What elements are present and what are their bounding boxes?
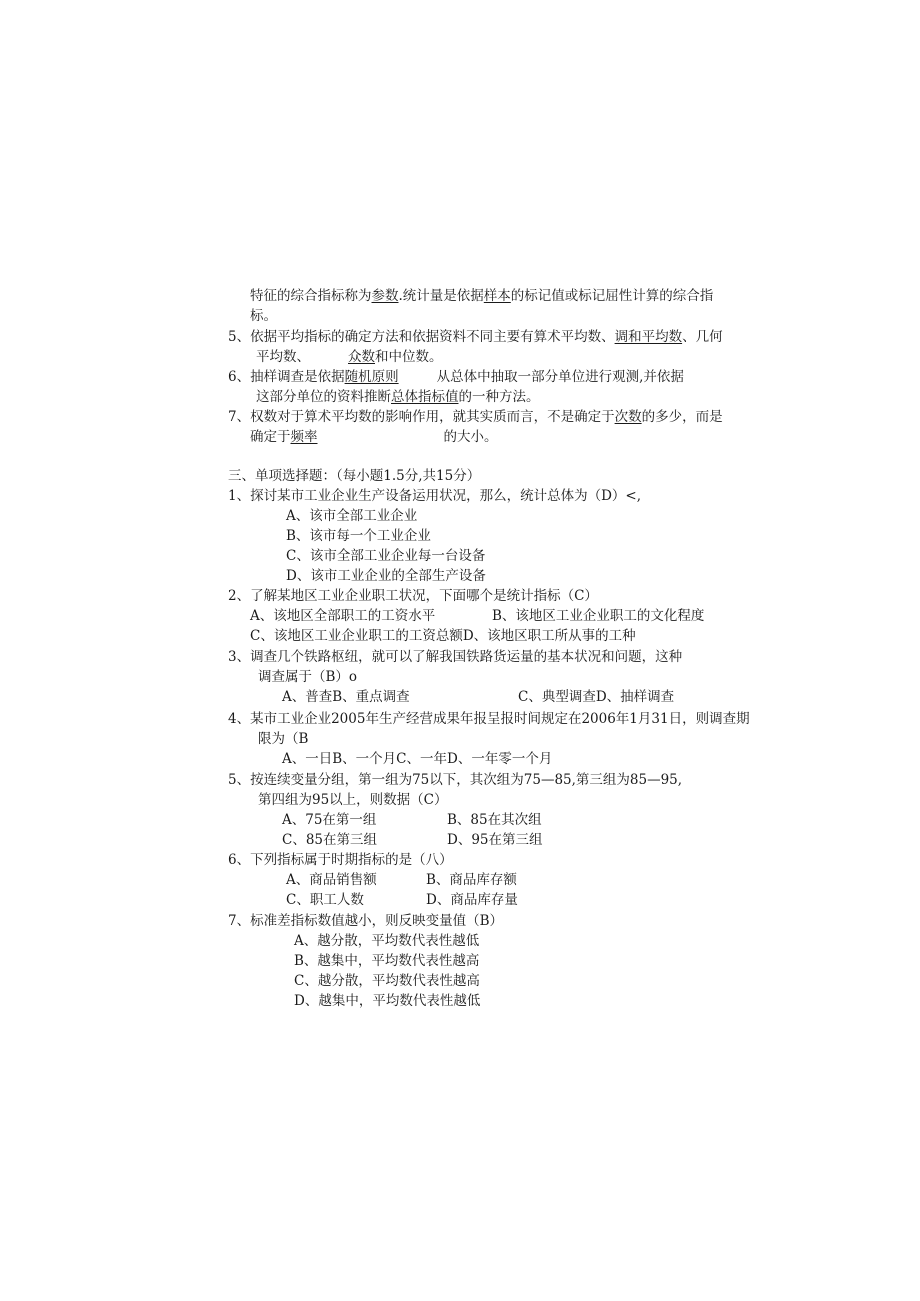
fill-blank-line-1: [250, 286, 713, 306]
question-4-stem-line-2: 限为（B: [258, 731, 309, 747]
question-6-option-b: B、商品库存额: [426, 872, 517, 888]
question-5-stem-line-1: 5、按连续变量分组，第一组为75以下，其次组为75—85,第三组为85—95,: [228, 772, 683, 788]
text: 6、抽样调查是依据: [228, 369, 345, 385]
question-5-option-c: C、85在第三组: [282, 832, 378, 848]
answer-harmonic-mean: 调和平均数: [614, 329, 683, 345]
question-2-option-b: B、该地区工业企业职工的文化程度: [492, 608, 705, 624]
question-6-stem: 6、下列指标属于时期指标的是（八）: [228, 852, 453, 868]
answer-mode: 众数: [348, 349, 375, 365]
text: 确定于: [250, 429, 291, 445]
question-7-option-d: D、越集中，平均数代表性越低: [294, 993, 481, 1009]
text: 和中位数。: [375, 349, 443, 365]
question-6-option-d: D、商品库存量: [426, 892, 518, 908]
text: 的一种方法。: [458, 389, 540, 405]
question-4-options: A、一日B、一个月C、一年D、一年零一个月: [282, 751, 553, 767]
question-5-stem-line-2: 第四组为95以上，则数据（C）: [258, 792, 448, 808]
question-1-option-c: C、该市全部工业企业每一台设备: [286, 548, 486, 564]
text: 的标记值或标记屈性计算的综合指: [510, 288, 714, 304]
question-4-stem-line-1: 4、某市工业企业2005年生产经营成果年报呈报时间规定在2006年1月31日，则调查期: [228, 711, 750, 727]
fill-blank-line-8: [250, 427, 498, 447]
answer-frequency-count: 次数: [614, 409, 642, 425]
fill-blank-line-4: [256, 347, 443, 367]
question-7-option-c: C、越分散，平均数代表性越高: [294, 973, 480, 989]
question-2-option-a: A、该地区全部职工的工资水平: [250, 608, 436, 624]
question-5-option-d: D、95在第三组: [447, 832, 543, 848]
question-6-option-a: A、商品销售额: [286, 872, 377, 888]
text: 7、权数对于算术平均数的影响作用，就其实质而言，不是确定于: [228, 409, 615, 425]
question-3-stem-line-2: 调查属于（B）o: [258, 669, 358, 685]
question-2-option-cd: C、该地区工业企业职工的工资总额D、该地区职工所从事的工种: [250, 628, 636, 644]
question-5-option-a: A、75在第一组: [282, 812, 377, 828]
text: 这部分单位的资料推断: [256, 389, 391, 405]
answer-frequency-rate: 频率: [290, 429, 318, 445]
question-1-option-d: D、该市工业企业的全部生产设备: [286, 568, 486, 584]
question-1-option-b: B、该市每一个工业企业: [286, 528, 431, 544]
question-7-option-a: A、越分散，平均数代表性越低: [294, 933, 480, 949]
answer-parameter: 参数: [371, 288, 399, 304]
fill-blank-line-2: 标。: [250, 308, 277, 324]
text: 特征的综合指标称为: [250, 288, 372, 304]
answer-population-indicator: 总体指标值: [391, 389, 459, 405]
text: 从总体中抽取一部分单位进行观测,并依据: [436, 369, 684, 385]
text: 平均数、: [256, 349, 310, 365]
question-2-stem: 2、了解某地区工业企业职工状况，下面哪个是统计指标（C）: [228, 588, 598, 604]
question-5-option-b: B、85在其次组: [447, 812, 542, 828]
text: 的大小。: [443, 429, 498, 445]
question-1-stem: 1、探讨某市工业企业生产设备运用状况，那么，统计总体为（D）<,: [228, 488, 642, 504]
fill-blank-line-3: [228, 327, 723, 347]
question-6-option-c: C、职工人数: [286, 892, 364, 908]
text: 的多少，而是: [641, 409, 723, 425]
question-3-stem-line-1: 3、调查几个铁路枢纽，就可以了解我国铁路货运量的基本状况和问题，这种: [228, 649, 683, 665]
question-1-option-a: A、该市全部工业企业: [286, 508, 418, 524]
text: 、几何: [682, 329, 723, 345]
text: 5、依据平均指标的确定方法和依据资料不同主要有算术平均数、: [228, 329, 615, 345]
fill-blank-line-6: [256, 387, 540, 407]
section-title: 三、单项选择题：（每小题1.5分,共15分）: [228, 468, 481, 484]
question-7-stem: 7、标准差指标数值越小，则反映变量值（B）: [228, 913, 504, 929]
answer-random-principle: 随机原则: [344, 369, 399, 385]
fill-blank-line-5: [228, 367, 684, 387]
text: .统计量是依据: [398, 288, 484, 304]
fill-blank-line-7: [228, 407, 723, 427]
question-3-options-ab: A、普查B、重点调查: [282, 689, 410, 705]
answer-sample: 样本: [483, 288, 511, 304]
question-7-option-b: B、越集中，平均数代表性越高: [294, 953, 480, 969]
question-3-options-cd: C、典型调查D、抽样调查: [518, 689, 675, 705]
